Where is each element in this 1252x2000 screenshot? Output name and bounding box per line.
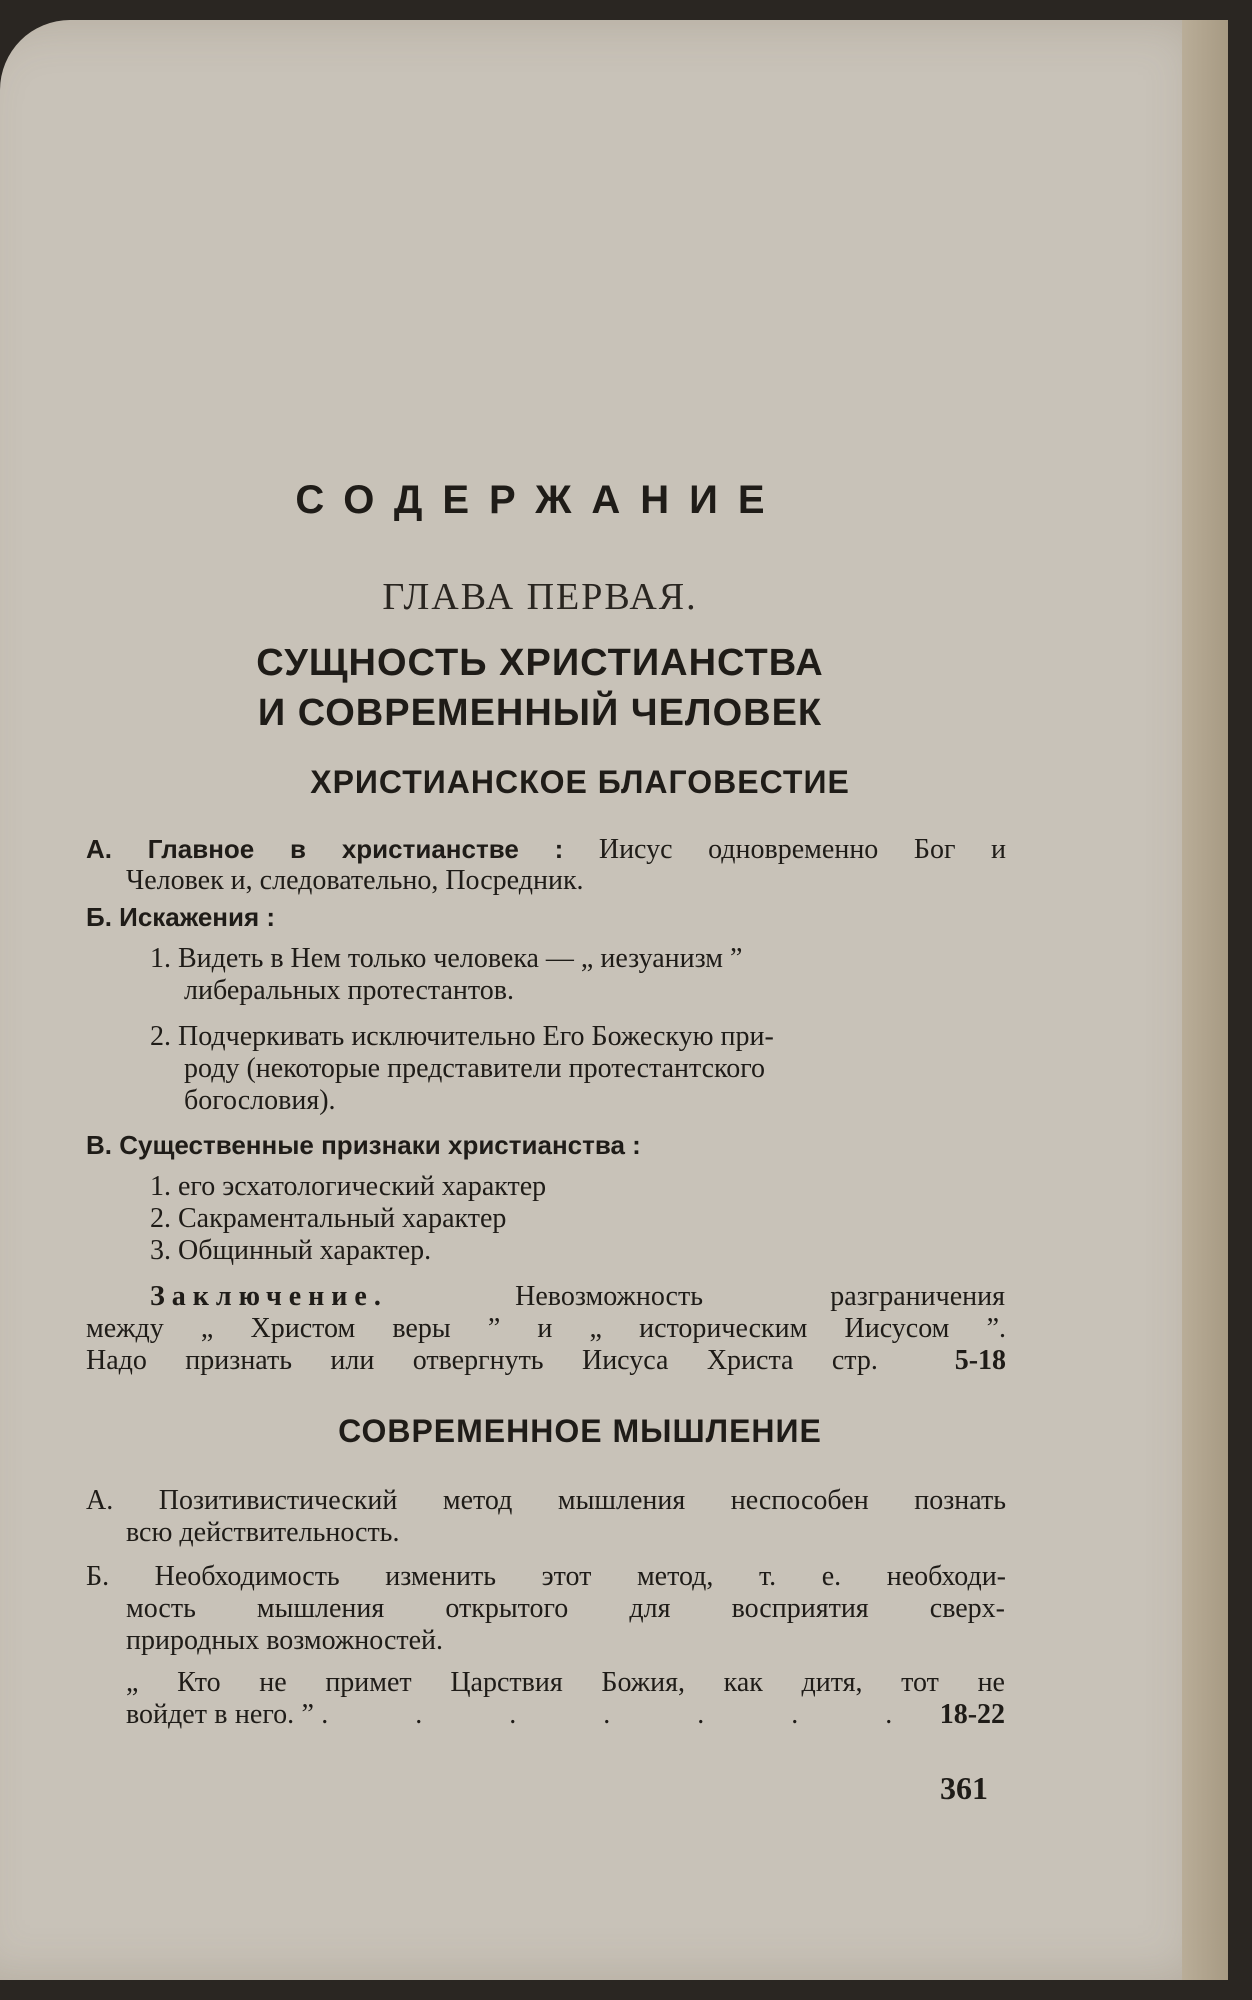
page-range: 5-18 bbox=[954, 1345, 1007, 1376]
section-title: СОВРЕМЕННОЕ МЫШЛЕНИЕ bbox=[338, 1413, 822, 1449]
quote-text: войдет в него. ” bbox=[126, 1699, 314, 1730]
list-item-continued: либеральных протестантов. bbox=[184, 975, 514, 1006]
entry-label: А. Главное в христианстве : bbox=[86, 834, 564, 864]
list-item: 1. Видеть в Нем только человека — „ иезуанизм ” bbox=[150, 943, 743, 974]
page-edge bbox=[1182, 20, 1228, 1980]
conclusion-text: Невозможность разграничения bbox=[515, 1281, 1005, 1312]
page-ref bbox=[832, 1345, 1006, 1376]
chapter-title-line-1: СУЩНОСТЬ ХРИСТИАНСТВА bbox=[256, 642, 824, 684]
conclusion-text: Надо признать или отвергнуть Иисуса Христа bbox=[86, 1345, 794, 1376]
quote-final-line bbox=[126, 1700, 1005, 1730]
dot-leaders: . . . . . . . bbox=[321, 1699, 933, 1730]
quote-line: „ Кто не примет Царствия Божия, как дитя, тот не bbox=[126, 1667, 1005, 1698]
page-number: 361 bbox=[940, 1770, 988, 1806]
entry-text: Человек и, следовательно, Посредник. bbox=[126, 865, 584, 896]
page-ref-prefix: стр. bbox=[831, 1345, 878, 1376]
entry-label: Б. Искажения : bbox=[86, 902, 276, 932]
section-title: ХРИСТИАНСКОЕ БЛАГОВЕСТИЕ bbox=[310, 764, 850, 800]
list-item-continued: богословия). bbox=[184, 1085, 336, 1116]
page-range: 18-22 bbox=[939, 1699, 1006, 1730]
list-item: 3. Общинный характер. bbox=[150, 1235, 432, 1266]
conclusion-entry bbox=[150, 1282, 1005, 1312]
list-item: 1. его эсхатологический характер bbox=[150, 1171, 547, 1202]
toc-entry: А. Позитивистический метод мышления неспособен познать bbox=[86, 1485, 1006, 1516]
entry-text: всю действительность. bbox=[126, 1517, 400, 1548]
list-item-continued: роду (некоторые представители протестантского bbox=[184, 1053, 766, 1084]
list-item: 2. Подчеркивать исключительно Его Божескую при- bbox=[150, 1021, 774, 1052]
entry-text: Иисус одновременно Бог и bbox=[598, 834, 1006, 865]
toc-entry: Б. Необходимость изменить этот метод, т. е. необходи- bbox=[86, 1561, 1006, 1592]
entry-text: мость мышления открытого для восприятия сверх- bbox=[126, 1593, 1005, 1624]
toc-entry bbox=[86, 834, 1006, 865]
contents-heading: СОДЕРЖАНИЕ bbox=[295, 478, 785, 522]
chapter-label: ГЛАВА ПЕРВАЯ. bbox=[382, 576, 698, 618]
conclusion-final-line bbox=[86, 1346, 1006, 1376]
chapter-title-line-2: И СОВРЕМЕННЫЙ ЧЕЛОВЕК bbox=[257, 692, 823, 734]
entry-text: природных возможностей. bbox=[126, 1625, 444, 1656]
conclusion-text: между „ Христом веры ” и „ историческим Иисусом ”. bbox=[86, 1313, 1006, 1344]
list-item: 2. Сакраментальный характер bbox=[150, 1203, 507, 1234]
conclusion-label: Заключение. bbox=[150, 1281, 388, 1312]
entry-label: В. Существенные признаки христианства : bbox=[86, 1130, 641, 1160]
